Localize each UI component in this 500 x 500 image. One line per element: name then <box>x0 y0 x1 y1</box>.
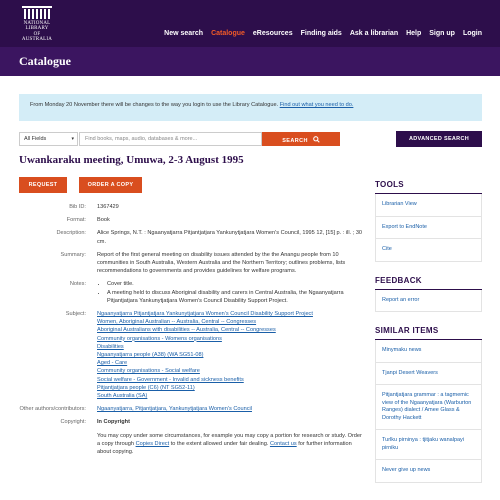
field-format <box>19 216 364 224</box>
similar-item[interactable]: Minymaku news <box>375 340 482 363</box>
similar-item[interactable]: Tjanpi Desert Weavers <box>375 363 482 386</box>
nav-eresources[interactable]: eResources <box>252 30 293 37</box>
search-input[interactable]: Find books, maps, audio, databases & more... <box>79 132 262 146</box>
cite-link[interactable]: Cite <box>375 239 482 262</box>
subject-link[interactable]: Community organisations - Social welfare <box>97 368 200 375</box>
subject-link[interactable]: Aboriginal Australians with disabilities -- Australia, Central -- Congresses <box>97 327 276 334</box>
subject-link[interactable]: Ngaanyatjarra Pitjantjatjara Yankunytjatjara Women's Council Disability Support Project <box>97 311 313 318</box>
field-value: 1367429 <box>97 204 119 210</box>
field-subject <box>19 310 364 400</box>
field-value: Book <box>97 217 110 224</box>
record-title: Uwankaraku meeting, Umuwa, 2-3 August 1995 <box>19 154 244 166</box>
notice-link[interactable]: Find out what you need to do. <box>279 102 354 108</box>
nav-new-search[interactable]: New search <box>164 30 204 37</box>
field-bib-id <box>19 203 364 211</box>
librarian-view-link[interactable]: Librarian View <box>375 194 482 217</box>
search-bar <box>19 132 482 146</box>
nla-logo[interactable] <box>19 6 55 41</box>
similar-section <box>375 326 482 483</box>
tools-section <box>375 180 482 262</box>
order-copy-button[interactable]: ORDER A COPY <box>79 177 142 193</box>
search-field-select[interactable] <box>19 132 78 146</box>
field-description <box>19 229 364 245</box>
subject-list <box>97 310 364 400</box>
field-label: Other authors/contributors: <box>19 406 86 413</box>
top-nav <box>156 30 482 37</box>
field-label: Copyright: <box>60 419 86 426</box>
contact-us-link[interactable]: Contact us <box>269 440 297 447</box>
field-notes <box>19 280 364 305</box>
logo-line: OF AUSTRALIA <box>21 31 53 42</box>
subject-link[interactable]: Ngaanyatjarra people (A38) (WA SG51-08) <box>97 352 204 359</box>
record-details <box>19 203 364 461</box>
copy-text: for further information about copying. <box>97 440 352 456</box>
field-value: Alice Springs, N.T. : Ngaanyatjarra Pitjantjatjara Yankunytjatjara Women's Council, 1995 12, [15] p. : ill. ; 30 cm. <box>97 230 363 245</box>
nav-sign-up[interactable]: Sign up <box>429 30 455 37</box>
logo-line: NATIONAL <box>23 21 51 26</box>
request-button[interactable]: REQUEST <box>19 177 67 193</box>
copies-direct-link[interactable]: Copies Direct <box>135 440 170 447</box>
nav-catalogue[interactable]: Catalogue <box>211 30 245 37</box>
note-item: • Cover title. <box>107 280 364 288</box>
page-title: Catalogue <box>19 54 71 68</box>
copyright-note <box>19 432 364 457</box>
feedback-section <box>375 276 482 313</box>
subject-link[interactable]: South Australia (SA) <box>97 393 148 400</box>
field-label: Description: <box>56 230 86 237</box>
export-endnote-link[interactable]: Export to EndNote <box>375 217 482 240</box>
similar-item[interactable]: Never give up news <box>375 460 482 483</box>
subject-link[interactable]: Women, Aboriginal Australian -- Australia, Central -- Congresses <box>97 319 257 326</box>
field-label: Bib ID: <box>69 204 86 210</box>
subject-link[interactable]: Aged - Care <box>97 360 128 367</box>
field-label: Notes: <box>69 281 86 288</box>
field-label: Format: <box>66 217 86 224</box>
advanced-search-button[interactable]: ADVANCED SEARCH <box>396 131 482 147</box>
field-summary <box>19 251 364 276</box>
feedback-heading: FEEDBACK <box>375 276 482 290</box>
similar-heading: SIMILAR ITEMS <box>375 326 482 340</box>
title-bar <box>0 47 500 76</box>
note-item: • A meeting held to discuss Aboriginal disability and carers in Central Australia, the Ngaanyatjarra Pitjantjatjara Yankunytjatjara Women's Council Disability Support Project. <box>107 289 364 305</box>
nav-ask-librarian[interactable]: Ask a librarian <box>349 30 399 37</box>
nav-finding-aids[interactable]: Finding aids <box>300 30 342 37</box>
subject-link[interactable]: Pitjantjatjara people (C6) (NT SG52-11) <box>97 384 195 391</box>
notice-text: From Monday 20 November there will be changes to the way you login to use the Library Catalogue. <box>30 102 279 108</box>
similar-item[interactable]: Turlku pirninya : tjitjaku wanalpayi pirniku <box>375 430 482 460</box>
login-notice <box>19 94 482 121</box>
field-contributors <box>19 405 364 413</box>
copy-text: to the extent allowed under fair dealing. <box>170 440 269 447</box>
field-value: Report of the first general meeting on disability issues attended by the the Anangu people from 10 communities in South Australia, Western Australia and the Northern Territory; outlines problems, lists recommendations to governments and provides guidelines for welfare programs. <box>97 251 346 275</box>
nav-login[interactable]: Login <box>462 30 482 37</box>
field-label: Summary: <box>60 251 86 258</box>
field-copyright <box>19 418 364 426</box>
report-error-link[interactable]: Report an error <box>375 290 482 313</box>
building-icon <box>22 6 52 19</box>
tools-heading: TOOLS <box>375 180 482 194</box>
search-icon <box>313 136 320 143</box>
field-label: Subject: <box>65 311 86 318</box>
search-button-label: SEARCH <box>282 138 308 144</box>
sidebar <box>375 180 482 497</box>
search-button[interactable] <box>262 132 340 146</box>
subject-link[interactable]: Community organisations - Womens organisations <box>97 335 222 342</box>
contributor-link[interactable]: Ngaanyatjarra, Pitjantjatjara, Yankunytjatjara Women's Council <box>97 406 252 413</box>
site-header <box>0 0 500 47</box>
notes-list <box>97 280 364 305</box>
chevron-down-icon: ▾ <box>71 136 74 142</box>
copyright-status: In Copyright <box>97 419 130 426</box>
logo-line: LIBRARY <box>25 26 49 32</box>
subject-link[interactable]: Disabilities <box>97 343 124 350</box>
nav-help[interactable]: Help <box>406 30 422 37</box>
subject-link[interactable]: Social welfare - Government - Invalid and sickness benefits <box>97 376 244 383</box>
copy-text: You may copy under some circumstances, for example you may copy a portion for research or study. Order a copy through <box>97 432 362 447</box>
similar-item[interactable]: Pitjantjatjara grammar : a tagmemic view of the Ngaanyatjara (Warburton Ranges) dialect / Amee Glass & Dorothy Hackett <box>375 385 482 430</box>
select-value: All Fields <box>24 136 47 142</box>
